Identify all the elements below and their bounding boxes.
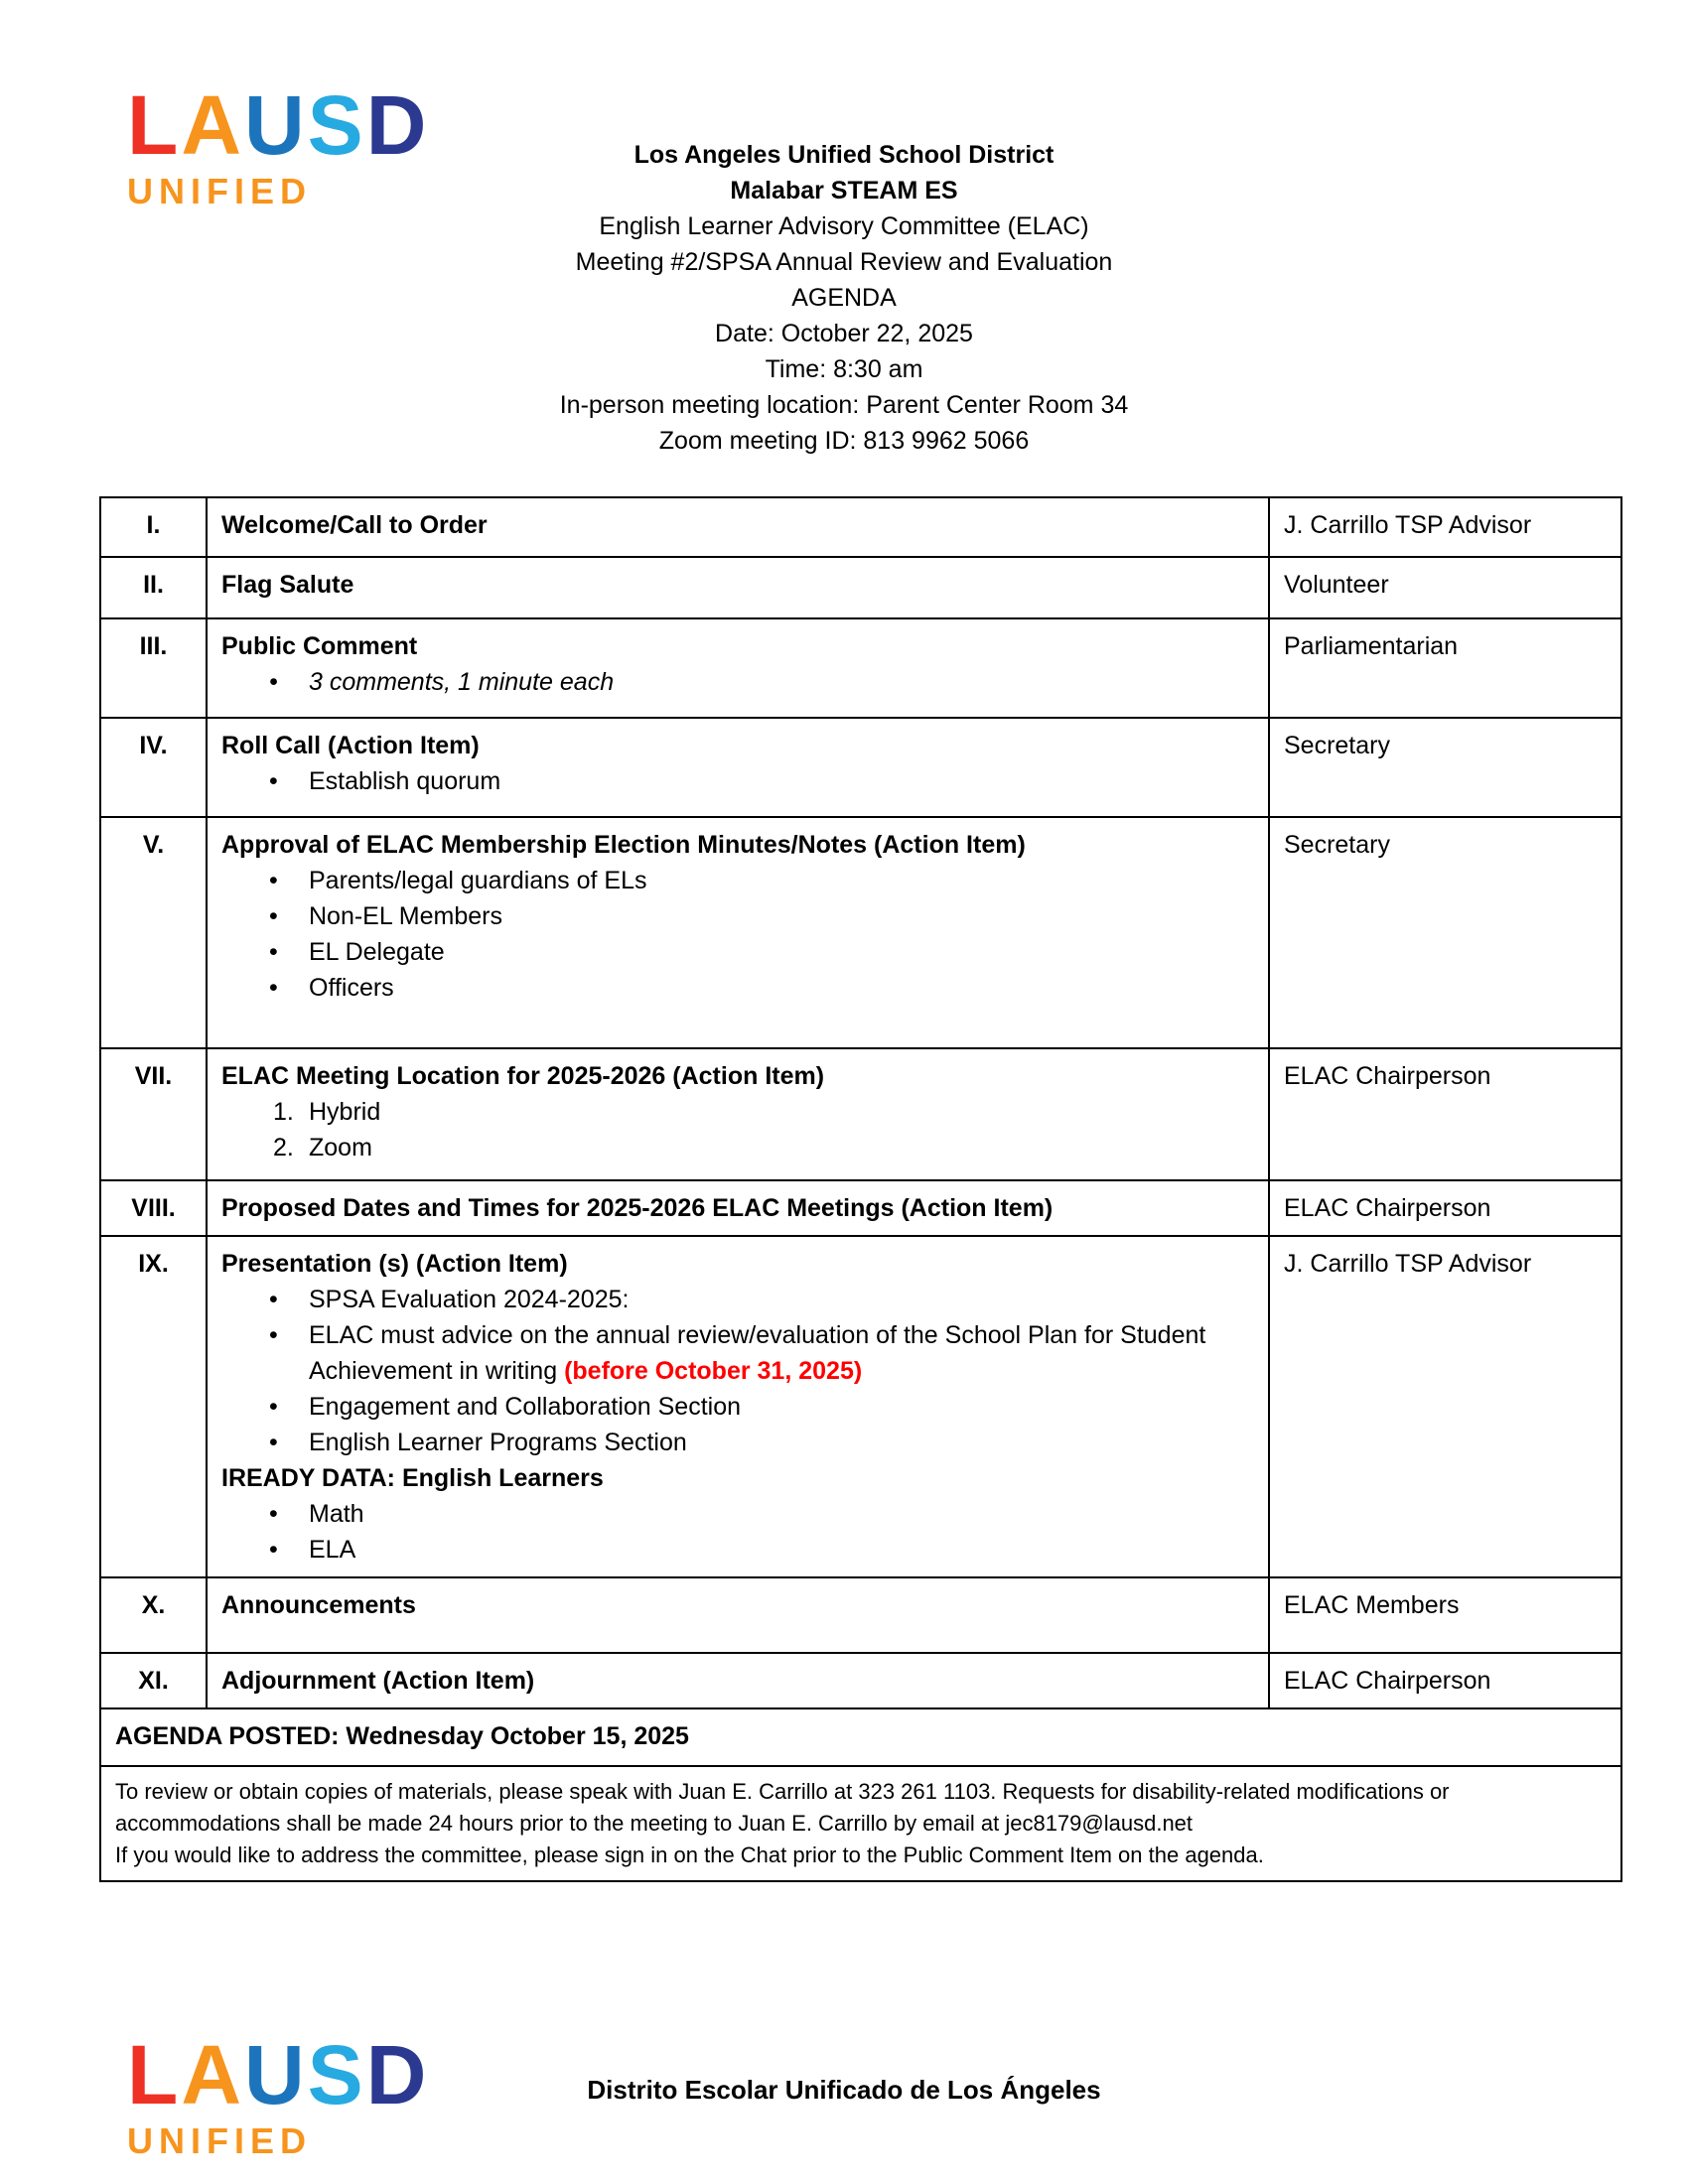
agenda-row-number: III. <box>100 618 207 718</box>
logo-letter: A <box>181 78 244 172</box>
agenda-notes <box>100 1766 1621 1881</box>
header-meeting: Meeting #2/SPSA Annual Review and Evaluation <box>575 248 1113 276</box>
agenda-bullet: • Establish quorum <box>221 763 1254 799</box>
document-header <box>248 137 1440 459</box>
agenda-item-owner: Secretary <box>1269 718 1621 817</box>
agenda-bullet: • 3 comments, 1 minute each <box>221 664 1254 700</box>
logo-letter: S <box>307 2028 366 2121</box>
agenda-row-number: II. <box>100 557 207 618</box>
list-text: Zoom <box>309 1134 372 1161</box>
table-row <box>100 1653 1621 1708</box>
notes-line-2: If you would like to address the committee, please sign in on the Chat prior to the Public Comment Item on the agenda. <box>115 1843 1264 1867</box>
logo-letter: L <box>127 2028 182 2121</box>
agenda-bullet: • SPSA Evaluation 2024-2025: <box>221 1282 1254 1317</box>
deadline-highlight: (before October 31, 2025) <box>564 1357 863 1385</box>
agenda-item-owner: ELAC Chairperson <box>1269 1180 1621 1236</box>
table-row <box>100 718 1621 817</box>
logo-letter: U <box>243 78 308 172</box>
table-row <box>100 1048 1621 1180</box>
agenda-item-cell <box>207 718 1269 817</box>
agenda-item-title: Presentation (s) (Action Item) <box>221 1250 568 1278</box>
agenda-item-owner: ELAC Chairperson <box>1269 1653 1621 1708</box>
footer-tagline: Distrito Escolar Unificado de Los Ángeles <box>587 2075 1101 2105</box>
agenda-bullet: • Engagement and Collaboration Section <box>221 1389 1254 1425</box>
agenda-bullet: • ELA <box>221 1532 1254 1568</box>
agenda-row-number: IV. <box>100 718 207 817</box>
agenda-item-title: Approval of ELAC Membership Election Minutes/Notes (Action Item) <box>221 831 1026 859</box>
table-row <box>100 1180 1621 1236</box>
logo-letter: U <box>243 2028 308 2121</box>
list-number: 1. <box>273 1098 294 1126</box>
agenda-bullet: • EL Delegate <box>221 934 1254 970</box>
agenda-item-title: Welcome/Call to Order <box>221 511 488 539</box>
logo-letter: D <box>365 78 430 172</box>
table-row <box>100 1577 1621 1653</box>
agenda-row-number: I. <box>100 497 207 557</box>
lausd-logo-unified: UNIFIED <box>127 171 312 211</box>
agenda-item-cell <box>207 497 1269 557</box>
agenda-item-cell <box>207 557 1269 618</box>
agenda-item-owner: ELAC Members <box>1269 1577 1621 1653</box>
agenda-table <box>99 496 1622 1882</box>
agenda-item-owner: J. Carrillo TSP Advisor <box>1269 497 1621 557</box>
iready-subheading: IREADY DATA: English Learners <box>221 1464 604 1492</box>
agenda-item-cell <box>207 1236 1269 1577</box>
agenda-bullet: • Math <box>221 1496 1254 1532</box>
agenda-item-title: Announcements <box>221 1591 416 1619</box>
agenda-row-number: VIII. <box>100 1180 207 1236</box>
agenda-item-cell <box>207 618 1269 718</box>
header-school: Malabar STEAM ES <box>730 177 958 205</box>
agenda-row-number: XI. <box>100 1653 207 1708</box>
agenda-item-owner: Parliamentarian <box>1269 618 1621 718</box>
agenda-numbered-item <box>221 1094 1254 1130</box>
logo-letter: A <box>181 2028 244 2121</box>
agenda-bullet: • Non-EL Members <box>221 898 1254 934</box>
agenda-item-title: Public Comment <box>221 632 418 660</box>
table-row <box>100 817 1621 1048</box>
agenda-item-owner: ELAC Chairperson <box>1269 1048 1621 1180</box>
agenda-row-number: V. <box>100 817 207 1048</box>
header-committee: English Learner Advisory Committee (ELAC) <box>599 212 1089 240</box>
agenda-item-cell <box>207 1653 1269 1708</box>
table-row <box>100 497 1621 557</box>
agenda-posted: AGENDA POSTED: Wednesday October 15, 2025 <box>100 1708 1621 1766</box>
agenda-bullet <box>221 1317 1254 1389</box>
table-row <box>100 618 1621 718</box>
list-number: 2. <box>273 1134 294 1161</box>
header-time: Time: 8:30 am <box>765 355 923 383</box>
table-row <box>100 1708 1621 1766</box>
agenda-bullet: • Parents/legal guardians of ELs <box>221 863 1254 898</box>
logo-letter: D <box>365 2028 430 2121</box>
agenda-item-cell <box>207 1577 1269 1653</box>
agenda-item-cell <box>207 1180 1269 1236</box>
agenda-item-cell <box>207 1048 1269 1180</box>
agenda-item-title: Adjournment (Action Item) <box>221 1667 535 1695</box>
logo-letter: S <box>307 78 366 172</box>
list-text: Hybrid <box>309 1098 381 1126</box>
header-date: Date: October 22, 2025 <box>715 320 973 347</box>
agenda-row-number: X. <box>100 1577 207 1653</box>
table-row <box>100 557 1621 618</box>
lausd-logo-unified: UNIFIED <box>127 2120 312 2161</box>
agenda-bullet: • Officers <box>221 970 1254 1006</box>
header-location: In-person meeting location: Parent Center Room 34 <box>559 391 1129 419</box>
header-zoom-id: Zoom meeting ID: 813 9962 5066 <box>658 427 1030 455</box>
agenda-item-title: Flag Salute <box>221 571 354 599</box>
logo-letter: L <box>127 78 182 172</box>
agenda-item-owner: Secretary <box>1269 817 1621 1048</box>
agenda-item-title: ELAC Meeting Location for 2025-2026 (Action Item) <box>221 1062 825 1090</box>
agenda-item-owner: Volunteer <box>1269 557 1621 618</box>
table-row <box>100 1236 1621 1577</box>
header-agenda-label: AGENDA <box>791 284 897 312</box>
agenda-row-number: VII. <box>100 1048 207 1180</box>
agenda-item-title: Roll Call (Action Item) <box>221 732 480 759</box>
bullet-text: ELAC must advice on the annual review/evaluation of the School Plan for Student Achievement in writing <box>309 1321 1206 1385</box>
header-district: Los Angeles Unified School District <box>633 141 1055 169</box>
agenda-item-title: Proposed Dates and Times for 2025-2026 ELAC Meetings (Action Item) <box>221 1194 1054 1222</box>
agenda-row-number: IX. <box>100 1236 207 1577</box>
agenda-item-cell <box>207 817 1269 1048</box>
notes-line-1: To review or obtain copies of materials, please speak with Juan E. Carrillo at 323 261 1103. Requests for disability-related modifications or accommodations shall be made 24 hours prior to the meeting to Juan E. Carrillo by email at jec8179@lausd.net <box>115 1779 1450 1836</box>
agenda-item-owner: J. Carrillo TSP Advisor <box>1269 1236 1621 1577</box>
agenda-bullet: • English Learner Programs Section <box>221 1425 1254 1460</box>
table-row <box>100 1766 1621 1881</box>
agenda-numbered-item <box>221 1130 1254 1165</box>
